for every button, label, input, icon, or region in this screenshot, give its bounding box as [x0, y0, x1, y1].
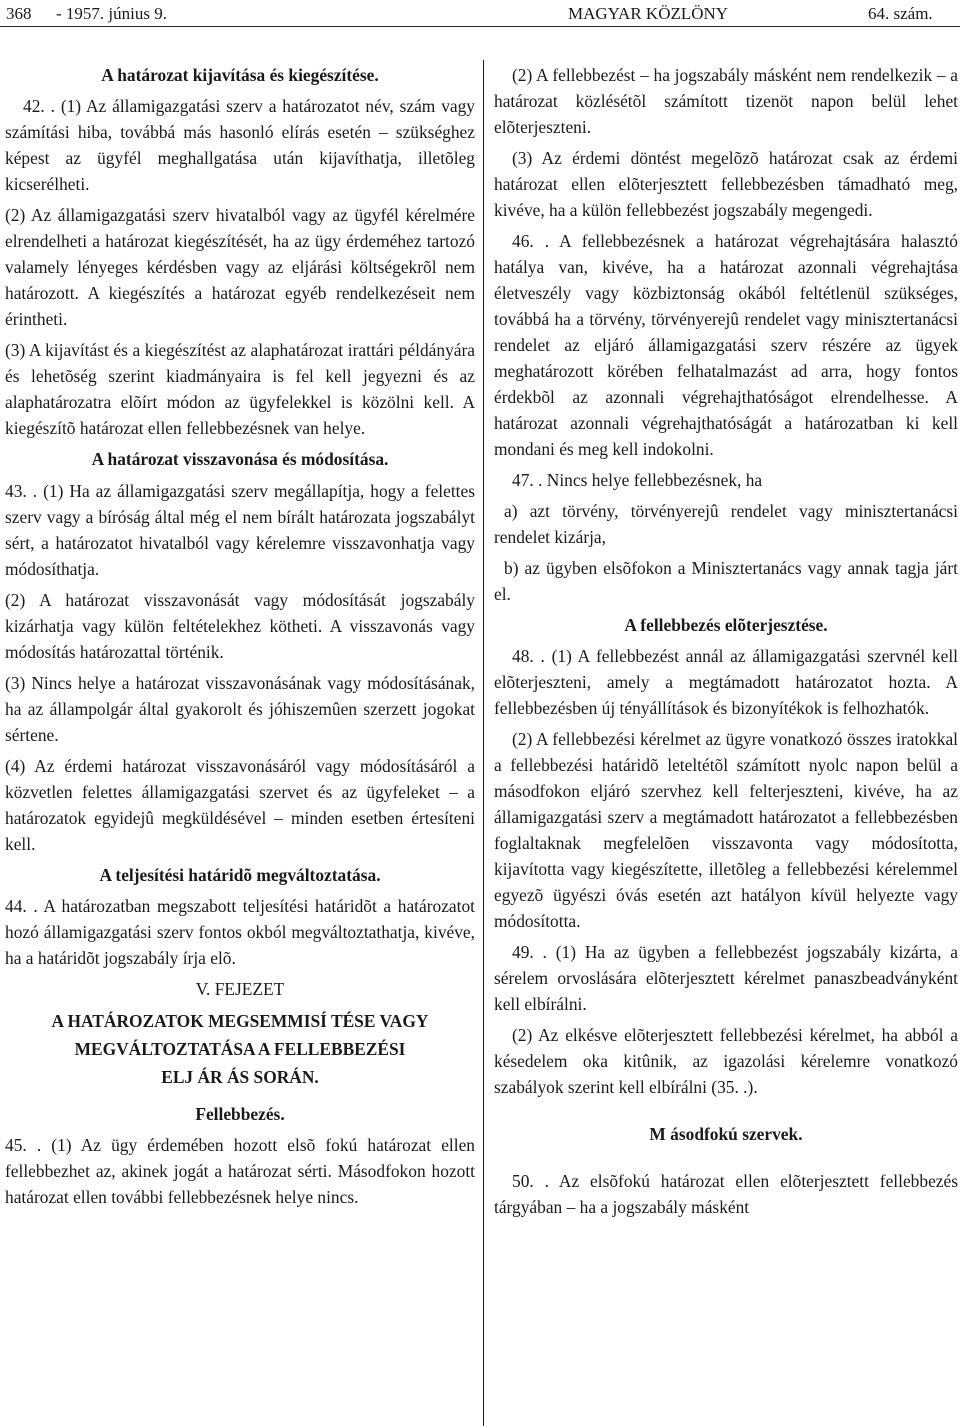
paragraph-50: 50. . Az elsõfokú határozat ellen elõterjesztett fellebbezés tárgyában – ha a jogszabály másként: [494, 1171, 958, 1217]
chapter-title-line: A HATÁROZATOK MEGSEMMISÍ TÉSE VAGY: [51, 1011, 429, 1031]
paragraph-45-3: (3) Az érdemi döntést megelõzõ határozat csak az érdemi határozat ellen elõterjesztett fellebbezésben támadható meg, kivéve, ha a külön fellebbezést jogszabály megengedi.: [494, 148, 958, 220]
page-header: [0, 0, 960, 30]
spacer: [494, 1152, 958, 1168]
paragraph-43-1: 43. . (1) Ha az államigazgatási szerv megállapítja, hogy a felettes szerv vagy a bíróság által még el nem bírált határozata jogszabályt sért, a határozatot hivatalból vagy kérelemre visszavonhatja vagy módosíthatja.: [5, 481, 475, 579]
paragraph-46: 46. . A fellebbezésnek a határozat végrehajtására halasztó hatálya van, kivéve, ha a határozat azonnali végrehajtása életveszély vagy közbiztonság okából feltétlenül szükséges, továbbá ha a törvény, törvényerejû rendelet vagy minisztertanácsi rendelet az eljáró államigazgatási szerv részére az ügyek meghatározott körében felhatalmazást ad arra, hogy fontos érdekbõl az azonnali végrehajthatóságot elrendelhesse. A határozat azonnali végrehajthatóságát a határozatban ki kell mondani és meg kell indokolni.: [494, 231, 958, 459]
paragraph-49-2: (2) Az elkésve elõterjesztett fellebbezési kérelmet, ha abból a késedelem oka kitûnik, az igazolási kérelemre vonatkozó szabályok szerint kell elbírálni (35. .).: [494, 1025, 958, 1097]
paragraph-48-1: 48. . (1) A fellebbezést annál az államigazgatási szervnél kell elõterjeszteni, amely a megtámadott határozatot hozta. A fellebbezésben új tényállítások és bizonyítékok is felhozhatók.: [494, 646, 958, 718]
right-column: [494, 62, 958, 1225]
issue-date: - 1957. június 9.: [56, 4, 167, 23]
chapter-number: V. FEJEZET: [195, 979, 285, 999]
column-divider: [483, 60, 484, 1426]
paragraph-47: 47. . Nincs helye fellebbezésnek, ha: [512, 470, 763, 490]
chapter-title-line: ELJ ÁR ÁS SORÁN.: [161, 1067, 319, 1087]
issue-number: 64. szám.: [868, 4, 933, 23]
header-rule: [0, 26, 960, 27]
list-item-a: a) azt törvény, törvényerejû rendelet vagy minisztertanácsi rendelet kizárja,: [494, 501, 958, 547]
paragraph-43-2: (2) A határozat visszavonását vagy módosítását jogszabály kizárhatja vagy külön feltételekhez kötheti. A visszavonás vagy módosítás határozattal történik.: [5, 590, 475, 662]
paragraph-42-3: (3) A kijavítást és a kiegészítést az alaphatározat irattári példányára és lehetõség szerint kiadmányaira is fel kell jegyezni és az alaphatározatra elõírt módon az ügyfelekkel is közölni kell. A kiegészítõ határozat ellen fellebbezésnek van helye.: [5, 340, 475, 438]
spacer: [494, 1105, 958, 1121]
section-heading: M ásodfokú szervek.: [649, 1124, 803, 1144]
paragraph-43-3: (3) Nincs helye a határozat visszavonásának vagy módosításának, ha az állampolgár által gyakorolt és jóhiszemûen szerzett jogokat sértene.: [5, 673, 475, 745]
section-heading: A határozat kijavítása és kiegészítése.: [101, 65, 379, 85]
section-heading: Fellebbezés.: [195, 1104, 285, 1124]
list-item-b: b) az ügyben elsõfokon a Minisztertanács vagy annak tagja járt el.: [494, 558, 958, 604]
paragraph-49-1: 49. . (1) Ha az ügyben a fellebbezést jogszabály kizárta, a sérelem orvoslására elõterjesztett kérelmet panaszbeadványként kell elbírálni.: [494, 942, 958, 1014]
paragraph-43-4: (4) Az érdemi határozat visszavonásáról vagy módosításáról a közvetlen felettes államigazgatási szervet és az ügyfeleket – a határozatok egyidejû megküldésével – minden esetben értesíteni kell.: [5, 756, 475, 854]
page-number: 368: [6, 4, 32, 23]
paragraph-45-2: (2) A fellebbezést – ha jogszabály másként nem rendelkezik – a határozat közlésétõl számított tizenöt napon belül lehet elõterjeszteni.: [494, 65, 958, 137]
paragraph-42-1: 42. . (1) Az államigazgatási szerv a határozatot név, szám vagy számítási hiba, továbbá más hasonló elírás esetén – szükséghez képest az ügyfél meghallgatása után kijavíthatja, illetõleg kicserélheti.: [5, 96, 475, 194]
paragraph-42-2: (2) Az államigazgatási szerv hivatalból vagy az ügyfél kérelmére elrendelheti a határozat kiegészítését, ha az ügy érdeméhez tartozó valamely lényeges kérdésben vagy az eljárási költségekrõl nem határozott. A kiegészítés a határozat egyéb rendelkezéseit nem érintheti.: [5, 205, 475, 329]
left-column: [5, 62, 475, 1215]
section-heading: A teljesítési határidõ megváltoztatása.: [99, 865, 381, 885]
paragraph-48-2: (2) A fellebbezési kérelmet az ügyre vonatkozó összes iratokkal a fellebbezési határidõ leteltétõl számított nyolc napon belül a másodfokon eljáró szervhez kell felterjeszteni, kivéve, ha az államigazgatási szerv a megtámadott határozatot a fellebbezésben foglaltaknak megfelelõen visszavonta vagy módosította, kijavította vagy kiegészítette, illetõleg a fellebbezési kérelemmel egyezõ ügyészi óvás esetén azt hatályon kívül helyezte vagy módosította.: [494, 729, 958, 931]
section-heading: A fellebbezés elõterjesztése.: [624, 615, 828, 635]
journal-title: MAGYAR KÖZLÖNY: [568, 4, 729, 23]
section-heading: A határozat visszavonása és módosítása.: [91, 449, 389, 469]
paragraph-45-1: 45. . (1) Az ügy érdemében hozott elsõ fokú határozat ellen fellebbezhet az, akinek jogát a határozat sérti. Másodfokon hozott határozat ellen további fellebbezésnek helye nincs.: [5, 1135, 475, 1207]
chapter-title-line: MEGVÁLTOZTATÁSA A FELLEBBEZÉSI: [74, 1039, 406, 1059]
paragraph-44: 44. . A határozatban megszabott teljesítési határidõt a határozatot hozó államigazgatási szerv fontos okból megváltoztathatja, kivéve, ha a határidõt jogszabály írja elõ.: [5, 896, 475, 968]
chapter-title: [5, 1007, 475, 1091]
